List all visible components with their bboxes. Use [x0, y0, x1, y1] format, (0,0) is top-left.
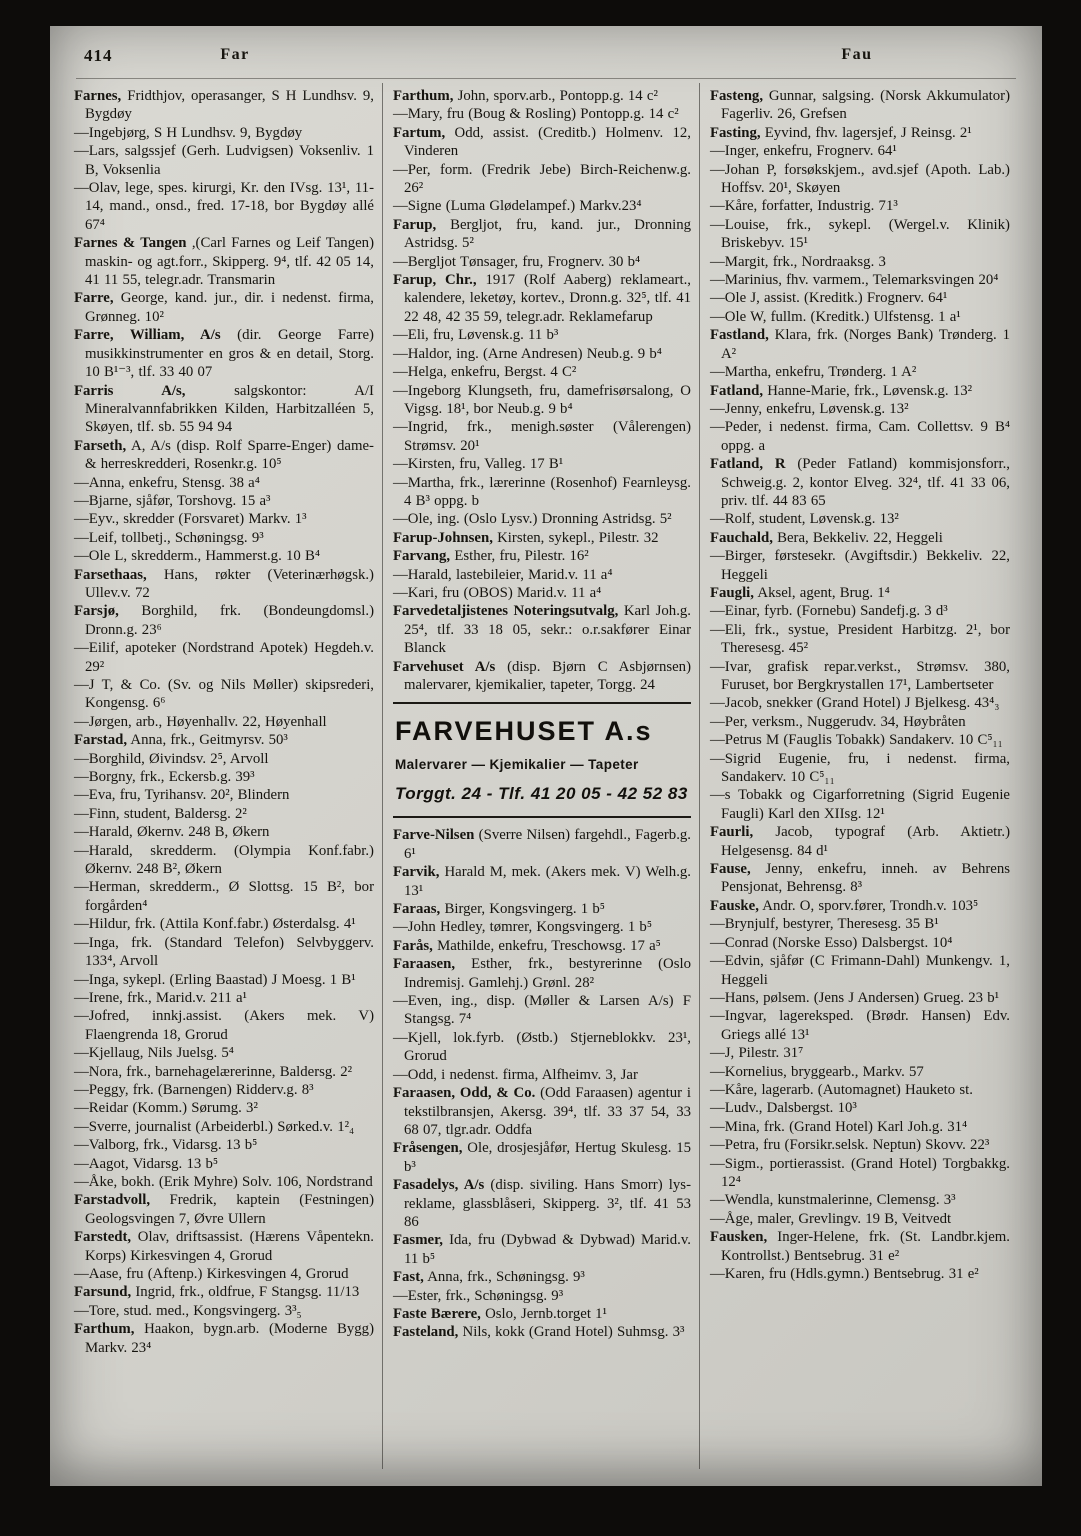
directory-entry: —Eva, fru, Tyrihansv. 20², Blindern [74, 787, 290, 804]
page-number: 414 [84, 46, 113, 65]
advert-farvehuset [393, 702, 691, 818]
directory-entry: —Ingeborg Klungseth, fru, damefrisørsalong, O Vigsg. 18¹, bor Neub.g. 9 b⁴ [393, 382, 691, 417]
directory-entry: —Inga, frk. (Standard Telefon) Selvbyggerv. 133⁴, Arvoll [74, 934, 374, 970]
directory-entry: Farre, George, kand. jur., dir. i nedenst. firma, Grønneg. 10² [74, 290, 374, 325]
directory-entry: —Eilif, apoteker (Nordstrand Apotek) Hegdeh.v. 29² [74, 640, 374, 675]
entry-list-middle-bottom [393, 826, 691, 1341]
advert-subtitle: Malervarer — Kjemikalier — Tapeter [395, 757, 639, 773]
directory-entry: —Inga, sykepl. (Erling Baastad) J Moesg. 1 B¹ [74, 971, 356, 988]
directory-entry: —Birger, førstesekr. (Avgiftsdir.) Bekkeliv. 22, Heggeli [710, 548, 1010, 583]
directory-entry: —Ingvar, lagereksped. (Brødr. Hansen) Edv. Griegs allé 13¹ [710, 1008, 1010, 1043]
directory-entry: —s Tobakk og Cigarforretning (Sigrid Eugenie Faugli) Karl den XIIsg. 12¹ [710, 787, 1010, 822]
directory-entry: —Edvin, sjåfør (C Frimann-Dahl) Munkengv. 1, Heggeli [710, 953, 1010, 988]
directory-entry: Fasteland, Nils, kokk (Grand Hotel) Suhmsg. 3³ [393, 1324, 685, 1341]
directory-entry: —Marinius, fhv. varmem., Telemarksvingen 20⁴ [710, 272, 999, 289]
directory-entry: —Ole J, assist. (Kreditk.) Frognerv. 64¹ [710, 290, 948, 307]
entry-surname: Farup, Chr., [393, 272, 477, 289]
directory-entry: Farvedetaljistenes Noteringsutvalg, Karl Joh.g. 25⁴, tlf. 33 18 05, sekr.: o.r.sakfører Einar Blanck [393, 603, 691, 657]
entry-surname: Fartum, [393, 124, 446, 141]
entry-surname: Fråsengen, [393, 1140, 463, 1157]
entry-surname: Farris A/s, [74, 382, 186, 399]
directory-entry: —Kirsten, fru, Valleg. 17 B¹ [393, 456, 564, 473]
directory-entry: —Hildur, frk. (Attila Konf.fabr.) Østerdalsg. 4¹ [74, 916, 356, 933]
directory-entry: —Jofred, innkj.assist. (Akers mek. V) Flaengrenda 18, Grorud [74, 1008, 374, 1043]
entry-surname: Fatland, [710, 382, 764, 399]
directory-entry: —Eli, fru, Løvensk.g. 11 b³ [393, 327, 559, 344]
directory-entry: Fatland, R (Peder Fatland) kommisjonsforr., Schweig.g. 2, kontor Elveg. 32⁴, tlf. 41 33 06, priv. tlf. 44 83 65 [710, 456, 1010, 509]
directory-entry: Faraasen, Esther, frk., bestyrerinne (Oslo Indremisj. Gamlehj.) Grønl. 28² [393, 956, 691, 991]
directory-entry: Farthum, John, sporv.arb., Pontopp.g. 14 c² [393, 88, 658, 104]
directory-entry: Fause, Jenny, enkefru, inneh. av Behrens Pensjonat, Behrensg. 8³ [710, 861, 1010, 896]
entry-surname: Farre, [74, 290, 114, 307]
directory-entry: Farsjø, Borghild, frk. (Bondeungdomsl.) Dronn.g. 23⁶ [74, 603, 374, 638]
directory-entry: —Harald, skredderm. (Olympia Konf.fabr.) Økernv. 248 B², Økern [74, 842, 374, 878]
directory-entry: —Odd, i nedenst. firma, Alfheimv. 3, Jar [393, 1066, 638, 1083]
directory-entry: —Kornelius, bryggearb., Markv. 57 [710, 1063, 924, 1080]
directory-entry: Farnes & Tangen ,(Carl Farnes og Leif Tangen) maskin- og agt.forr., Skipperg. 9⁴, tlf. 42 05 14, 41 11 55, telegr.adr. Transmarin [74, 235, 374, 289]
entry-surname: Fauchald, [710, 529, 773, 546]
directory-page [50, 26, 1042, 1486]
advert-contact: Torggt. 24 - Tlf. 41 20 05 - 42 52 83 [395, 784, 688, 804]
directory-entry: —Rolf, student, Løvensk.g. 13² [710, 511, 899, 528]
directory-entry: —Conrad (Norske Esso) Dalsbergst. 10⁴ [710, 934, 953, 951]
directory-entry: —Borghild, Øivindsv. 2⁵, Arvoll [74, 750, 269, 767]
directory-entry: —Leif, tollbetj., Schøningsg. 9³ [74, 529, 264, 546]
entry-surname: Faraas, [393, 901, 441, 918]
directory-entry: —Sigm., portierassist. (Grand Hotel) Torgbakkg. 12⁴ [710, 1155, 1010, 1190]
directory-entry: —Jenny, enkefru, Løvensk.g. 13² [710, 400, 909, 417]
directory-entry: —Brynjulf, bestyrer, Theresesg. 35 B¹ [710, 916, 939, 933]
column-container [64, 83, 1028, 1469]
directory-entry: —Ivar, grafisk repar.verkst., Strømsv. 380, Furuset, bor Bergkrystallen 17¹, Lambertseter [710, 658, 1010, 693]
directory-entry: —Martha, frk., lærerinne (Rosenhof) Fearnleysg. 4 B³ oppg. b [393, 474, 691, 509]
directory-entry: —Herman, skredderm., Ø Slottsg. 15 B², bor forgården⁴ [74, 879, 374, 914]
directory-entry: —Petrus M (Fauglis Tobakk) Sandakerv. 10 C⁵₁₁ [710, 732, 1003, 749]
directory-entry: —Kjellaug, Nils Juelsg. 5⁴ [74, 1045, 234, 1062]
directory-entry: —Ludv., Dalsbergst. 10³ [710, 1100, 857, 1117]
entry-surname: Farnes, [74, 88, 122, 104]
entry-surname: Farsund, [74, 1284, 132, 1301]
directory-entry: —Olav, lege, spes. kirurgi, Kr. den IVsg. 13¹, 11-14, mand., onsd., fred. 17-18, bor Bygdøy allé 67⁴ [74, 180, 374, 233]
directory-entry: —Åke, bokh. (Erik Myhre) Solv. 106, Nordstrand [74, 1173, 373, 1190]
entry-surname: Farnes & Tangen [74, 235, 187, 252]
directory-entry: Fauchald, Bera, Bekkeliv. 22, Heggeli [710, 529, 943, 546]
entry-surname: Fauske, [710, 897, 759, 914]
entry-surname: Farvik, [393, 864, 440, 881]
directory-entry: Faurli, Jacob, typograf (Arb. Aktietr.) Helgesensg. 84 d¹ [710, 824, 1010, 859]
directory-entry: Farris A/s, salgskontor: A/I Mineralvannfabrikken Kilden, Harbitzalléen 5, Skøyen, tlf. sb. 55 94 94 [74, 382, 374, 436]
directory-entry: Farnes, Fridthjov, operasanger, S H Lundhsv. 9, Bygdøy [74, 88, 374, 123]
directory-entry: Fausken, Inger-Helene, frk. (St. Landbr.kjem. Kontrollst.) Bentsebrug. 31 e² [710, 1229, 1010, 1264]
directory-entry: —Johan P, forsøkskjem., avd.sjef (Apoth. Lab.) Hoffsv. 20¹, Skøyen [710, 161, 1010, 197]
directory-entry: —Per, verksm., Nuggerudv. 34, Høybråten [710, 713, 966, 730]
directory-entry: Farve-Nilsen (Sverre Nilsen) fargehdl., Fagerb.g. 6¹ [393, 827, 691, 862]
entry-surname: Farvang, [393, 548, 451, 565]
directory-entry: —Sverre, journalist (Arbeiderbl.) Sørked.v. 1²₄ [74, 1118, 355, 1135]
directory-entry: —Sigrid Eugenie, fru, i nedenst. firma, Sandakerv. 10 C⁵₁₁ [710, 750, 1010, 786]
directory-entry: Fråsengen, Ole, drosjesjåfør, Hertug Skulesg. 15 b³ [393, 1140, 691, 1175]
directory-entry: —Mary, fru (Boug & Rosling) Pontopp.g. 14 c² [393, 106, 679, 123]
directory-entry: —Reidar (Komm.) Sørumg. 3² [74, 1100, 258, 1117]
directory-entry: Fasmer, Ida, fru (Dybwad & Dybwad) Marid.v. 11 b⁵ [393, 1232, 691, 1267]
directory-entry: —Karen, fru (Hdls.gymn.) Bentsebrug. 31 e² [710, 1266, 979, 1282]
directory-entry: Faste Bærere, Oslo, Jernb.torget 1¹ [393, 1305, 607, 1322]
directory-entry: —Martha, enkefru, Trønderg. 1 A² [710, 364, 917, 381]
directory-entry: Fatland, Hanne-Marie, frk., Løvensk.g. 13² [710, 382, 973, 399]
directory-entry: Farup, Bergljot, fru, kand. jur., Dronning Astridsg. 5² [393, 216, 691, 252]
directory-entry: —Jørgen, arb., Høyenhallv. 22, Høyenhall [74, 713, 327, 730]
directory-entry: —Valborg, frk., Vidarsg. 13 b⁵ [74, 1137, 258, 1154]
directory-entry: —Ole L, skredderm., Hammerst.g. 10 B⁴ [74, 548, 321, 565]
directory-entry: —Nora, frk., barnehagelærerinne, Baldersg. 2² [74, 1063, 353, 1080]
entry-surname: Farseth, [74, 437, 127, 454]
directory-entry: —Peder, i nedenst. firma, Cam. Collettsv. 9 B⁴ oppg. a [710, 419, 1010, 454]
directory-entry: Farvik, Harald M, mek. (Akers mek. V) Welh.g. 13¹ [393, 864, 691, 899]
entry-surname: Fausken, [710, 1229, 768, 1246]
entry-list-left [74, 87, 374, 1357]
entry-surname: Fastland, [710, 327, 769, 344]
directory-entry: —J T, & Co. (Sv. og Nils Møller) skipsrederi, Kongensg. 6⁶ [74, 677, 374, 712]
entry-surname: Farsethaas, [74, 566, 147, 583]
directory-entry: —J, Pilestr. 31⁷ [710, 1045, 804, 1062]
directory-entry: Farstedt, Olav, driftsassist. (Hærens Våpentekn. Korps) Kirkesvingen 4, Grorud [74, 1229, 374, 1264]
entry-surname: Faraasen, [393, 956, 456, 973]
directory-entry: —Eli, frk., systue, President Harbitzg. 2¹, bor Theresesg. 45² [710, 621, 1010, 657]
directory-entry: —Tore, stud. med., Kongsvingerg. 3³₅ [74, 1302, 302, 1319]
entry-surname: Farstadvoll, [74, 1192, 151, 1209]
directory-entry: —Ole, ing. (Oslo Lysv.) Dronning Astridsg. 5² [393, 511, 672, 528]
entry-surname: Farstedt, [74, 1229, 132, 1246]
directory-entry: —Hans, pølsem. (Jens J Andersen) Grueg. 23 b¹ [710, 989, 1000, 1006]
directory-entry: Fastland, Klara, frk. (Norges Bank) Trønderg. 1 A² [710, 327, 1010, 362]
entry-list-middle-top [393, 87, 691, 694]
entry-surname: Farthum, [393, 88, 454, 104]
directory-entry: —Irene, frk., Marid.v. 211 a¹ [74, 989, 247, 1006]
entry-surname: Faraasen, Odd, & Co. [393, 1085, 536, 1102]
directory-entry: —Harald, Økernv. 248 B, Økern [74, 824, 270, 841]
directory-entry: —Ester, frk., Schøningsg. 9³ [393, 1287, 564, 1304]
directory-entry: Fasadelys, A/s (disp. siviling. Hans Smorr) lys-reklame, glassblåseri, Skipperg. 3², tlf. 41 53 86 [393, 1177, 691, 1230]
directory-entry: —Inger, enkefru, Frognerv. 64¹ [710, 143, 897, 160]
directory-entry: —Bjarne, sjåfør, Torshovg. 15 a³ [74, 492, 271, 509]
directory-entry: —Bergljot Tønsager, fru, Frognerv. 30 b⁴ [393, 253, 641, 270]
directory-entry: —Borgny, frk., Eckersb.g. 39³ [74, 769, 255, 786]
directory-entry: —Ingebjørg, S H Lundhsv. 9, Bygdøy [74, 124, 303, 141]
directory-entry: —Louise, frk., sykepl. (Wergel.v. Klinik) Briskebyv. 15¹ [710, 216, 1010, 252]
entry-surname: Fasteland, [393, 1324, 459, 1341]
entry-surname: Faurli, [710, 824, 754, 841]
entry-surname: Fasteng, [710, 88, 764, 104]
directory-entry: Farup-Johnsen, Kirsten, sykepl., Pilestr. 32 [393, 529, 659, 546]
directory-entry: Fasting, Eyvind, fhv. lagersjef, J Reinsg. 2¹ [710, 124, 972, 141]
directory-entry: —Per, form. (Fredrik Jebe) Birch-Reichenw.g. 26² [393, 161, 691, 197]
entry-surname: Farvehuset A/s [393, 658, 496, 675]
directory-entry: —Åge, maler, Grevlingv. 19 B, Veitvedt [710, 1210, 952, 1227]
directory-entry: Farstadvoll, Fredrik, kaptein (Festningen) Geologsvingen 7, Øvre Ullern [74, 1192, 374, 1227]
directory-entry: —Wendla, kunstmalerinne, Clemensg. 3³ [710, 1192, 956, 1209]
entry-surname: Farthum, [74, 1321, 135, 1338]
directory-entry: —Margit, frk., Nordraaksg. 3 [710, 253, 886, 270]
directory-entry: Farup, Chr., 1917 (Rolf Aaberg) reklameart., kalendere, leketøy, kortev., Dronn.g. 32⁵, tlf. 41 22 48, 42 35 59, telegr.adr. Reklamefarup [393, 272, 691, 325]
header-guide-word-left: Far [220, 46, 250, 63]
directory-entry: —Finn, student, Baldersg. 2² [74, 805, 247, 822]
directory-entry: Farsund, Ingrid, frk., oldfrue, F Stangsg. 11/13 [74, 1284, 360, 1301]
entry-surname: Fasadelys, A/s [393, 1177, 485, 1194]
directory-entry: —Signe (Luma Glødelampef.) Markv.23⁴ [393, 198, 642, 215]
directory-entry: Farås, Mathilde, enkefru, Treschowsg. 17 a⁵ [393, 937, 661, 954]
entry-surname: Fatland, R [710, 456, 786, 473]
entry-surname: Faugli, [710, 584, 754, 601]
directory-entry: Fauske, Andr. O, sporv.fører, Trondh.v. 103⁵ [710, 897, 979, 914]
directory-entry: —Lars, salgssjef (Gerh. Ludvigsen) Voksenliv. 1 B, Voksenlia [74, 143, 374, 178]
directory-entry: Farthum, Haakon, bygn.arb. (Moderne Bygg) Markv. 23⁴ [74, 1321, 374, 1356]
entry-surname: Farre, William, A/s [74, 327, 221, 344]
entry-surname: Farup, [393, 216, 437, 233]
directory-entry: —Ole W, fullm. (Kreditk.) Ulfstensg. 1 a¹ [710, 308, 961, 325]
entry-surname: Farås, [393, 937, 433, 954]
page-header [76, 44, 1016, 79]
directory-entry: Fasteng, Gunnar, salgsing. (Norsk Akkumulator) Fagerliv. 26, Grefsen [710, 88, 1010, 123]
directory-entry: —Einar, fyrb. (Fornebu) Sandefj.g. 3 d³ [710, 603, 948, 620]
directory-entry: —Eyv., skredder (Forsvaret) Markv. 1³ [74, 511, 307, 528]
directory-entry: —Jacob, snekker (Grand Hotel) J Bjelkesg. 43⁴₃ [710, 695, 1000, 712]
directory-entry: —Kjell, lok.fyrb. (Østb.) Stjerneblokkv. 23¹, Grorud [393, 1029, 691, 1065]
directory-entry: Fartum, Odd, assist. (Creditb.) Holmenv. 12, Vinderen [393, 124, 691, 160]
directory-entry: —Harald, lastebileier, Marid.v. 11 a⁴ [393, 566, 613, 583]
entry-surname: Fasmer, [393, 1232, 443, 1249]
directory-entry: —Ingrid, frk., menigh.søster (Vålerengen) Strømsv. 20¹ [393, 419, 691, 454]
directory-entry: —John Hedley, tømrer, Kongsvingerg. 1 b⁵ [393, 919, 652, 936]
directory-entry: —Kåre, forfatter, Industrig. 71³ [710, 198, 898, 215]
directory-entry: —Haldor, ing. (Arne Andresen) Neub.g. 9 b⁴ [393, 345, 662, 362]
directory-entry: Fast, Anna, frk., Schøningsg. 9³ [393, 1269, 585, 1286]
advert-title: FARVEHUSET A.s [395, 716, 653, 747]
entry-surname: Fast, [393, 1269, 424, 1286]
entry-list-right [710, 87, 1010, 1283]
directory-entry: Farseth, A, A/s (disp. Rolf Sparre-Enger) dame- & herreskredderi, Rosenkr.g. 10⁵ [74, 437, 374, 473]
entry-surname: Fause, [710, 861, 751, 878]
directory-entry: Farvehuset A/s (disp. Bjørn C Asbjørnsen) malervarer, kjemikalier, tapeter, Torgg. 24 [393, 658, 691, 693]
entry-surname: Faste Bærere, [393, 1305, 481, 1322]
directory-entry: Faraasen, Odd, & Co. (Odd Faraasen) agentur i tekstilbransjen, Akersg. 39⁴, tlf. 33 37 54, 33 68 07, tlgr.adr. Oddfa [393, 1085, 692, 1138]
header-guide-word-right: Fau [841, 46, 873, 63]
directory-entry: Faraas, Birger, Kongsvingerg. 1 b⁵ [393, 901, 605, 918]
column-right [700, 83, 1018, 1469]
column-middle [382, 83, 700, 1469]
directory-entry: —Mina, frk. (Grand Hotel) Karl Joh.g. 31⁴ [710, 1118, 968, 1135]
entry-surname: Farvedetaljistenes Noteringsutvalg, [393, 603, 619, 620]
directory-entry: Farsethaas, Hans, røkter (Veterinærhøgsk.) Ullev.v. 72 [74, 566, 374, 601]
directory-entry: —Aase, fru (Aftenp.) Kirkesvingen 4, Grorud [74, 1266, 349, 1282]
directory-entry: —Anna, enkefru, Stensg. 38 a⁴ [74, 474, 260, 491]
directory-entry: —Aagot, Vidarsg. 13 b⁵ [74, 1155, 218, 1172]
directory-entry: Faugli, Aksel, agent, Brug. 1⁴ [710, 584, 890, 601]
directory-entry: —Helga, enkefru, Bergst. 4 C² [393, 364, 577, 381]
directory-entry: Farvang, Esther, fru, Pilestr. 16² [393, 548, 589, 565]
entry-surname: Farstad, [74, 732, 128, 749]
directory-entry: —Peggy, frk. (Barnengen) Ridderv.g. 8³ [74, 1081, 314, 1098]
entry-surname: Farup-Johnsen, [393, 529, 493, 546]
entry-surname: Farve-Nilsen [393, 827, 475, 844]
directory-entry: Farre, William, A/s (dir. George Farre) musikkinstrumenter en gros & en detail, Storg. 10 B¹⁻³, tlf. 33 40 07 [74, 327, 374, 381]
directory-entry: Farstad, Anna, frk., Geitmyrsv. 50³ [74, 732, 288, 749]
directory-entry: —Petra, fru (Forsikr.selsk. Neptun) Skovv. 22³ [710, 1137, 990, 1154]
directory-entry: —Kåre, lagerarb. (Automagnet) Hauketo st. [710, 1081, 973, 1098]
directory-entry: —Even, ing., disp. (Møller & Larsen A/s) F Stangsg. 7⁴ [393, 993, 691, 1028]
entry-surname: Farsjø, [74, 603, 119, 620]
directory-entry: —Kari, fru (OBOS) Marid.v. 11 a⁴ [393, 584, 602, 601]
column-left [64, 83, 382, 1469]
entry-surname: Fasting, [710, 124, 761, 141]
